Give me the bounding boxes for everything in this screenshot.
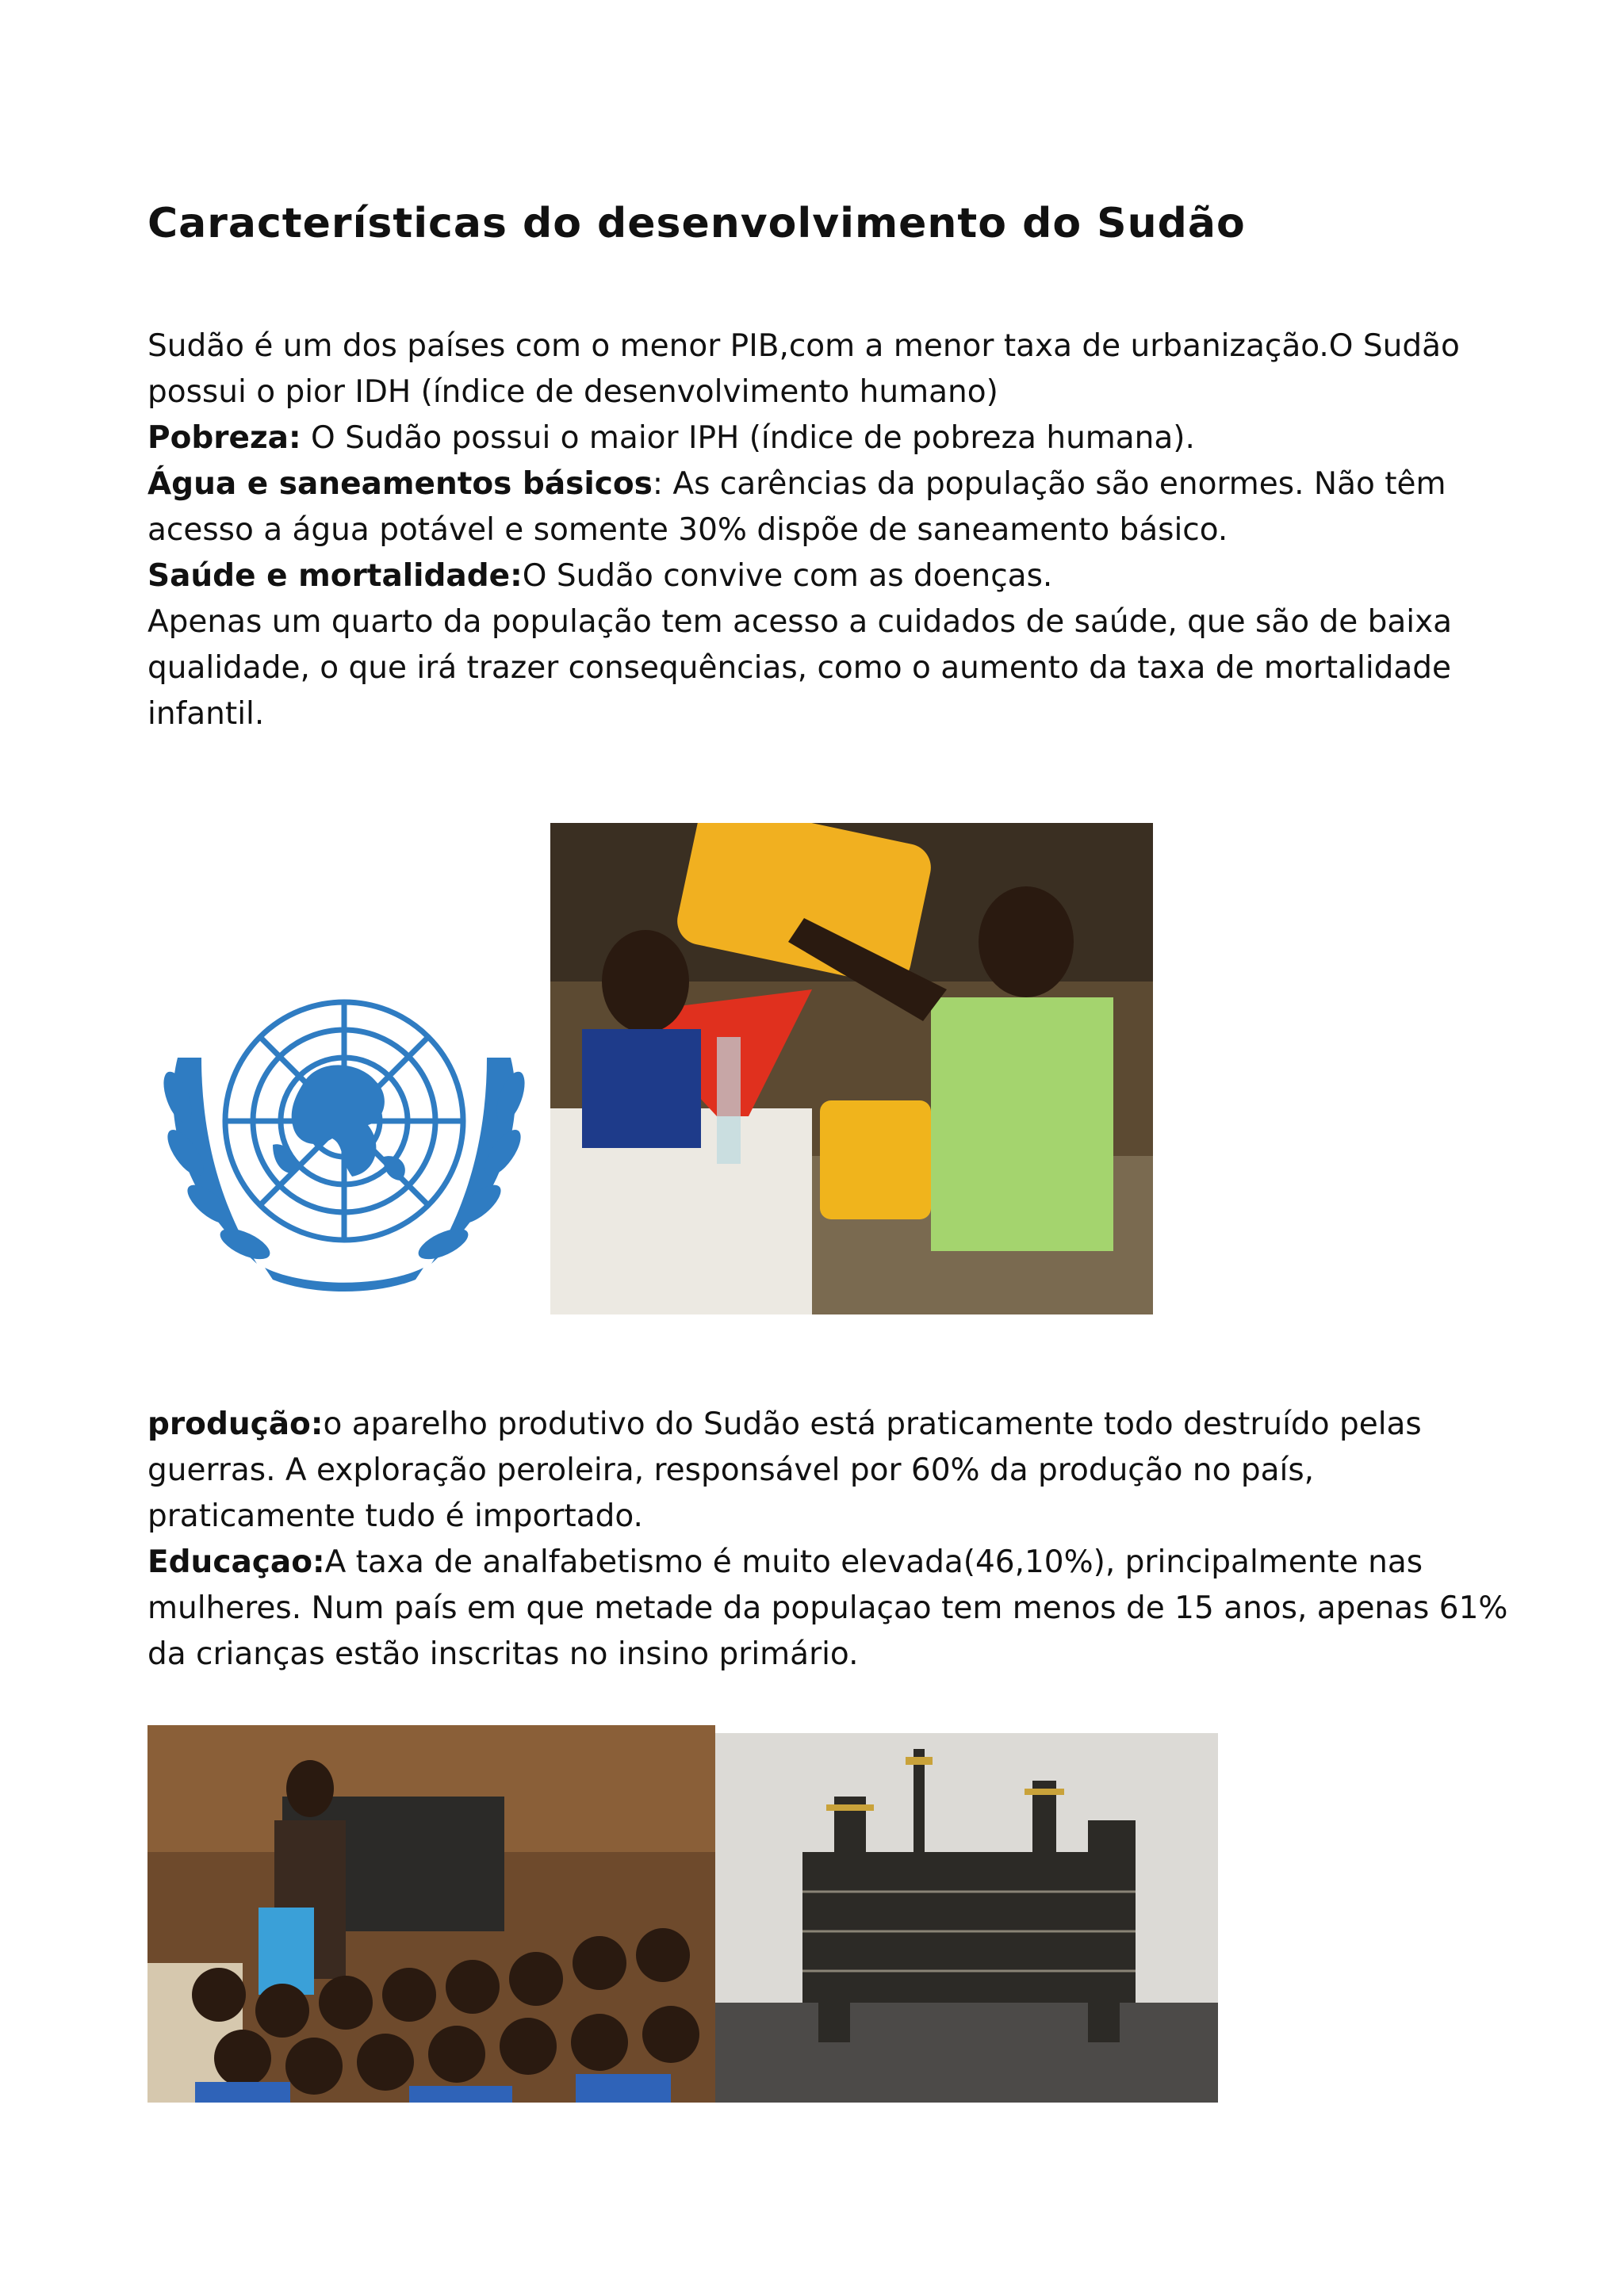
poverty-label: Pobreza: xyxy=(147,420,301,456)
page-title: Características do desenvolvimento do Sudão xyxy=(147,200,1246,247)
health-text: O Sudão convive com as doenças. xyxy=(522,558,1053,594)
production-paragraph xyxy=(147,1402,1511,1540)
education-text: A taxa de analfabetismo é muito elevada(46,10%), principalmente nas mulheres. Num país em que metade da populaçao tem menos de 15 anos, apenas 61% da crianças estão inscritas no insino primário. xyxy=(147,1544,1508,1672)
education-paragraph xyxy=(147,1540,1511,1678)
water-text: : As carências da população são enormes. Não têm acesso a água potável e somente 30% dispõe de saneamento básico. xyxy=(147,466,1446,548)
education-label: Educaçao: xyxy=(147,1544,325,1580)
health-more-paragraph: Apenas um quarto da população tem acesso a cuidados de saúde, que são de baixa qualidade, o que irá trazer consequências, como o aumento da taxa de mortalidade infantil. xyxy=(147,604,1453,732)
poverty-paragraph xyxy=(147,415,1511,461)
water-paragraph xyxy=(147,461,1511,553)
development-text-block xyxy=(147,323,1511,737)
children-pouring-water-photo xyxy=(550,823,1153,1314)
oil-platform-photo xyxy=(715,1733,1218,2103)
intro-paragraph: Sudão é um dos países com o menor PIB,com a menor taxa de urbanização.O Sudão possui o pior IDH (índice de desenvolvimento humano) xyxy=(147,328,1460,410)
poverty-text: O Sudão possui o maior IPH (índice de pobreza humana). xyxy=(301,420,1195,456)
un-emblem-icon xyxy=(146,962,550,1319)
water-label: Água e saneamentos básicos xyxy=(147,466,653,502)
health-label: Saúde e mortalidade: xyxy=(147,558,523,594)
production-label: produção: xyxy=(147,1406,324,1442)
production-text: o aparelho produtivo do Sudão está praticamente todo destruído pelas guerras. A exploração peroleira, responsável por 60% da produção no país, praticamente tudo é importado. xyxy=(147,1406,1422,1534)
classroom-photo xyxy=(147,1725,715,2103)
health-paragraph xyxy=(147,553,1511,599)
production-education-text-block xyxy=(147,1402,1511,1678)
